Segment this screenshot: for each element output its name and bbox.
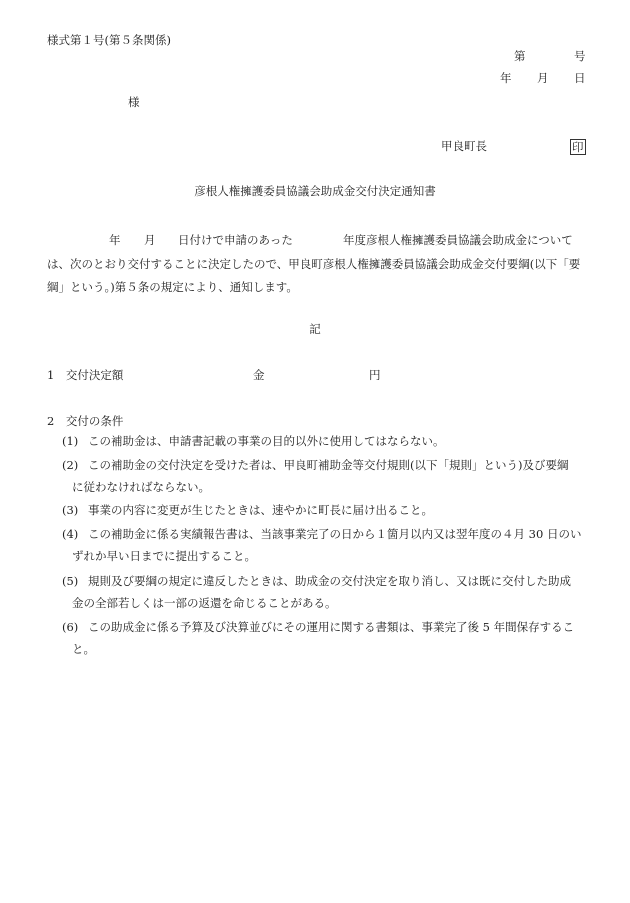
seal-text: 印 xyxy=(572,140,584,154)
body-date-text: 日付けで申請のあった xyxy=(178,233,293,247)
condition-item-1 xyxy=(62,430,583,452)
seal-mark xyxy=(568,139,586,155)
condition-number: (5) xyxy=(62,574,79,588)
ki-mark: 記 xyxy=(309,322,321,336)
condition-text: 規則及び要綱の規定に違反したときは、助成金の交付決定を取り消し、又は既に交付した助成 xyxy=(88,574,571,588)
condition-number: (1) xyxy=(62,434,79,448)
condition-text-cont: ずれか早い日までに提出すること。 xyxy=(72,549,256,563)
condition-text-cont: と。 xyxy=(72,642,95,656)
date-day: 日 xyxy=(574,71,586,85)
form-label: 様式第１号(第５条関係) xyxy=(47,33,171,47)
condition-number: (6) xyxy=(62,620,79,634)
addressee-suffix: 様 xyxy=(128,95,140,109)
number-suffix: 号 xyxy=(574,49,586,63)
condition-number: (2) xyxy=(62,458,79,472)
condition-text: この助成金に係る予算及び決算並びにその運用に関する書類は、事業完了後 5 年間保存するこ xyxy=(88,620,575,634)
body-rest: 年度彦根人権擁護委員協議会助成金について xyxy=(343,233,573,247)
condition-item-2 xyxy=(62,454,583,498)
condition-number: (4) xyxy=(62,527,79,541)
condition-text-cont: 金の全部若しくは一部の返還を命じることがある。 xyxy=(72,596,337,610)
condition-item-4 xyxy=(62,523,583,567)
condition-number: (3) xyxy=(62,503,79,517)
body-month: 月 xyxy=(144,233,156,247)
condition-text: この補助金は、申請書記載の事業の目的以外に使用してはならない。 xyxy=(88,434,445,448)
section1-yen: 円 xyxy=(369,368,381,382)
document-title: 彦根人権擁護委員協議会助成金交付決定通知書 xyxy=(194,184,436,198)
date-year: 年 xyxy=(500,71,512,85)
date-month: 月 xyxy=(537,71,549,85)
body-year: 年 xyxy=(109,233,121,247)
condition-text-cont: に従わなければならない。 xyxy=(72,480,210,494)
section1-kin: 金 xyxy=(253,368,265,382)
condition-item-6 xyxy=(62,616,583,660)
condition-text: この補助金の交付決定を受けた者は、甲良町補助金等交付規則(以下「規則」という)及び要綱 xyxy=(88,458,569,472)
number-prefix: 第 xyxy=(514,49,526,63)
issuer: 甲良町長 xyxy=(441,139,487,153)
condition-text: 事業の内容に変更が生じたときは、速やかに町長に届け出ること。 xyxy=(88,503,433,517)
condition-item-3 xyxy=(62,499,583,521)
condition-text: この補助金に係る実績報告書は、当該事業完了の日から１箇月以内又は翌年度の４月 30 日のい xyxy=(88,527,582,541)
body-line-3: 綱」という。)第５条の規定により、通知します。 xyxy=(47,280,298,294)
section2-label: 2 交付の条件 xyxy=(47,414,124,428)
section1-label: 1 交付決定額 xyxy=(47,368,124,382)
condition-item-5 xyxy=(62,570,583,614)
body-line-2: は、次のとおり交付することに決定したので、甲良町彦根人権擁護委員協議会助成金交付要綱(以下「要 xyxy=(47,257,581,271)
